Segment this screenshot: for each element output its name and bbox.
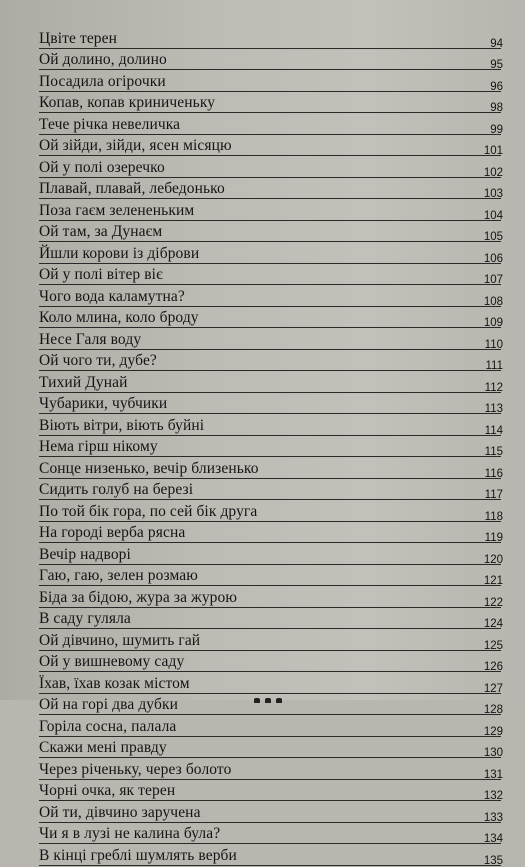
toc-entry-title: Ой у полі вітер віє — [39, 266, 163, 283]
toc-entry — [39, 92, 501, 114]
toc-entry-title: Тече річка невеличка — [39, 115, 181, 133]
toc-entry-title: Чубарики, чубчики — [39, 395, 168, 412]
toc-entry-page-number: 99 — [490, 123, 503, 136]
toc-entry-page-number: 115 — [484, 446, 503, 458]
toc-entry-page-number: 106 — [483, 252, 503, 265]
toc-entry-page-number: 104 — [483, 209, 503, 222]
toc-entry — [39, 178, 501, 200]
toc-entry-page-number: 105 — [483, 231, 503, 243]
toc-entry-title: Ой ти, дівчино заручена — [39, 803, 201, 821]
toc-entry-title: Ой долино, долино — [39, 51, 167, 68]
toc-entry-title: Коло млина, коло броду — [39, 309, 199, 326]
toc-entry-page-number: 134 — [483, 833, 503, 845]
toc-entry-page-number: 113 — [484, 403, 503, 415]
toc-entry-page-number: 117 — [484, 489, 503, 501]
toc-entry — [39, 457, 501, 479]
toc-entry-page-number: 96 — [490, 80, 503, 93]
toc-entry — [39, 70, 501, 92]
toc-entry-title: Посадила огірочки — [39, 72, 166, 90]
toc-entry-page-number: 107 — [483, 274, 503, 286]
toc-entry-page-number: 120 — [483, 553, 503, 566]
toc-entry-title: Ой у полі озеречко — [39, 158, 165, 176]
toc-entry — [39, 758, 501, 780]
toc-entry — [39, 801, 501, 823]
toc-entry-page-number: 109 — [483, 317, 503, 329]
toc-entry — [39, 156, 501, 178]
toc-entry-page-number: 121 — [483, 575, 503, 587]
toc-entry-title: Поза гаєм зелененьким — [39, 201, 195, 219]
toc-entry — [39, 522, 501, 544]
toc-entry — [39, 135, 501, 157]
toc-entry-page-number: 108 — [483, 295, 503, 308]
page-number-fragment — [250, 693, 290, 703]
toc-entry-page-number: 122 — [483, 596, 503, 609]
toc-entry-title: В саду гуляла — [39, 610, 131, 627]
toc-entry-title: Вечір надворі — [39, 545, 131, 563]
toc-entry-page-number: 119 — [484, 532, 503, 544]
toc-entry-title: Плавай, плавай, лебедонько — [39, 180, 225, 197]
toc-entry-page-number: 94 — [490, 37, 503, 50]
toc-entry-page-number: 118 — [484, 510, 503, 523]
toc-entry — [39, 629, 501, 651]
table-of-contents — [39, 27, 501, 866]
toc-entry-title: Сонце низенько, вечір близенько — [39, 459, 259, 477]
toc-entry-title: Горіла сосна, палала — [39, 717, 177, 735]
toc-entry-title: Ой там, за Дунаєм — [39, 223, 163, 240]
toc-entry-title: Ой дівчино, шумить гай — [39, 631, 201, 649]
toc-entry — [39, 414, 501, 436]
toc-entry — [39, 27, 501, 49]
toc-entry-page-number: 102 — [483, 166, 503, 179]
toc-entry — [39, 500, 501, 522]
toc-entry-page-number: 128 — [483, 704, 503, 716]
toc-entry-title: Чорні очка, як терен — [39, 782, 176, 799]
toc-entry-page-number: 114 — [484, 424, 503, 437]
toc-entry-title: Чи я в лузі не калина була? — [39, 825, 221, 842]
toc-entry — [39, 586, 501, 608]
toc-entry — [39, 242, 501, 264]
toc-entry-title: Несе Галя воду — [39, 330, 142, 348]
toc-entry — [39, 307, 501, 329]
toc-entry-title: Гаю, гаю, зелен розмаю — [39, 567, 198, 584]
toc-entry-title: Нема гірш нікому — [39, 438, 158, 455]
toc-entry-title: Через річеньку, через болото — [39, 760, 232, 778]
toc-entry-title: Їхав, їхав козак містом — [39, 674, 190, 692]
toc-entry — [39, 264, 501, 286]
toc-entry — [39, 844, 501, 866]
toc-entry-title: По той бік гора, по сей бік друга — [39, 502, 258, 520]
toc-entry — [39, 479, 501, 501]
toc-entry-page-number: 101 — [483, 145, 503, 157]
toc-entry-page-number: 132 — [483, 790, 503, 802]
toc-entry — [39, 543, 501, 565]
toc-entry — [39, 371, 501, 393]
toc-entry-page-number: 125 — [483, 639, 503, 652]
toc-entry — [39, 715, 501, 737]
toc-entry — [39, 737, 501, 759]
toc-entry-page-number: 111 — [485, 360, 503, 372]
toc-entry-page-number: 110 — [484, 338, 503, 351]
toc-entry-page-number: 98 — [490, 102, 503, 114]
toc-entry-page-number: 133 — [483, 811, 503, 824]
toc-entry-title: Віють вітри, віють буйні — [39, 416, 205, 434]
toc-entry-page-number: 124 — [483, 618, 503, 630]
toc-entry-page-number: 112 — [484, 381, 503, 394]
toc-entry-title: Біда за бідою, жура за журою — [39, 588, 238, 606]
toc-entry-title: Ой зійди, зійди, ясен місяцю — [39, 137, 232, 154]
toc-entry-title: Копав, копав криниченьку — [39, 94, 216, 111]
toc-entry — [39, 651, 501, 673]
toc-entry — [39, 436, 501, 458]
toc-entry — [39, 780, 501, 802]
toc-entry-title: Ой на горі два дубки — [39, 696, 178, 713]
toc-entry — [39, 328, 501, 350]
toc-entry-page-number: 127 — [483, 682, 503, 695]
toc-entry — [39, 221, 501, 243]
toc-entry-title: Йшли корови із діброви — [39, 244, 200, 262]
toc-entry — [39, 285, 501, 307]
toc-entry — [39, 672, 501, 694]
toc-entry-page-number: 129 — [483, 725, 503, 738]
toc-entry-page-number: 126 — [483, 661, 503, 673]
toc-entry-title: Скажи мені правду — [39, 739, 167, 756]
toc-entry-title: В кінці греблі шумлять верби — [39, 846, 237, 864]
toc-entry-page-number: 130 — [483, 747, 503, 759]
toc-entry-page-number: 95 — [490, 59, 503, 71]
toc-entry-title: Ой у вишневому саду — [39, 653, 185, 670]
toc-entry-page-number: 116 — [484, 467, 503, 480]
toc-entry-title: Тихий Дунай — [39, 373, 128, 391]
toc-entry-title: Ой чого ти, дубе? — [39, 352, 157, 369]
toc-entry-title: На городі верба рясна — [39, 524, 186, 541]
toc-entry — [39, 608, 501, 630]
toc-entry — [39, 113, 501, 135]
toc-entry-page-number: 135 — [483, 854, 503, 867]
toc-entry-title: Чого вода каламутна? — [39, 287, 185, 305]
toc-entry — [39, 350, 501, 372]
toc-entry — [39, 199, 501, 221]
toc-entry-title: Цвіте терен — [39, 29, 118, 47]
toc-entry-title: Сидить голуб на березі — [39, 481, 194, 498]
toc-entry-page-number: 103 — [483, 188, 503, 200]
toc-entry — [39, 823, 501, 845]
toc-entry-page-number: 131 — [483, 768, 503, 781]
toc-entry — [39, 49, 501, 71]
toc-entry — [39, 565, 501, 587]
toc-entry — [39, 393, 501, 415]
